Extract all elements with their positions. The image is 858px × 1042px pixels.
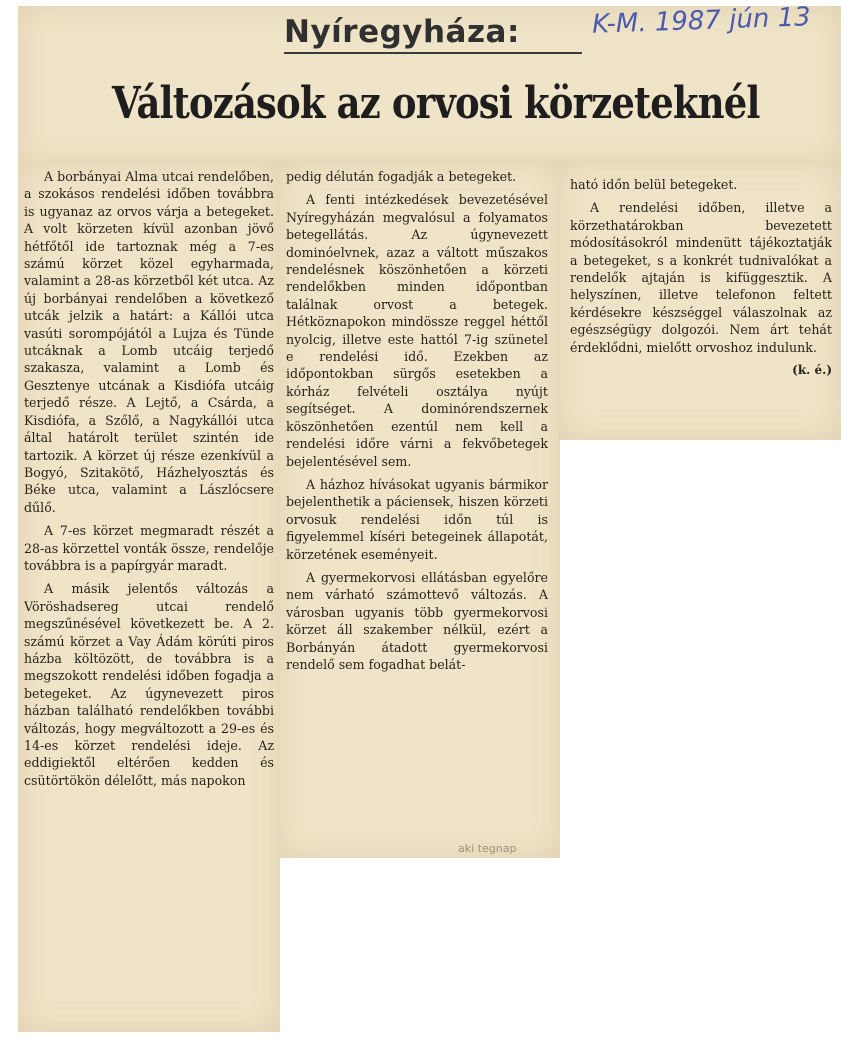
article-column-2 xyxy=(286,168,548,679)
paragraph: ható időn belül betegeket. xyxy=(570,177,738,192)
article-column-1 xyxy=(24,168,274,795)
paragraph: A rendelési időben, illetve a körzethatárokban bevezetett módosításokról mindenütt tájékoztatják a betegeket, s a konkrét tudnivalókat a rendelők ajtaján is kifüggesztik. A helyszínen, illetve telefonon feltett kérdésekre készséggel válaszolnak az egészségügy dolgozói. Nem árt tehát érdeklődni, mielőtt orvoshoz indulunk. xyxy=(570,200,832,355)
article-column-3 xyxy=(570,176,832,385)
article-headline: Változások az orvosi körzeteknél xyxy=(112,78,760,129)
city-kicker: Nyíregyháza: xyxy=(284,14,582,54)
paragraph: A 7-es körzet megmaradt részét a 28-as körzettel vonták össze, rendelője továbbra is a papírgyár maradt. xyxy=(24,523,274,573)
paragraph: pedig délután fogadják a betegeket. xyxy=(286,169,517,184)
author-signature: (k. é.) xyxy=(792,363,832,378)
paragraph: A borbányai Alma utcai rendelőben, a szokásos rendelési időben továbbra is ugyanaz az orvos várja a betegeket. A volt körzeten kívül azonban jövő hétfőtől ide tartoznak még a 7-es számú körzet közel egyharmada, valamint a 28-as körzetből két utca. Az új borbányai rendelőben a következő utcák jelzik a határt: a Kállói utca vasúti sorompójától a Lujza és Tünde utcáknak a Lomb utcáig terjedő szakasza, valamint a Lomb és Gesztenye utcának a Kisdiófa utcáig terjedő része. A Lejtő, a Csárda, a Kisdiófa, a Szőlő, a Nagykállói utca által határolt terület szintén ide tartozik. A körzet új része ezenkívül a Bogyó, Szitakötő, Házhelyosztás és Béke utca, valamint a Lászlócsere dűlő. xyxy=(24,169,274,515)
paragraph: A gyermekorvosi ellátásban egyelőre nem várható számottevő változás. A városban ugyanis több gyermekorvosi körzet áll szakember nélkül, ezért a Borbányán átadott gyermekorvosi rendelő sem fogadhat belát- xyxy=(286,569,548,672)
handwritten-date-note: K-M. 1987 jún 13 xyxy=(591,2,812,40)
paragraph: A másik jelentős változás a Vöröshadsereg utcai rendelő megszűnésével következett be. A 2. számú körzet a Vay Ádám körúti piros házba költözött, de továbbra is a megszokott rendelési időben fogadja a betegeket. Az úgynevezett piros házban található rendelőkben további változás, hogy megváltozott a 29-es és 14-es körzet rendelési ideje. Az eddigiektől eltérően kedden és csütörtökön délelőtt, más napokon xyxy=(24,581,274,788)
bleed-through-text: aki tegnap xyxy=(458,842,517,855)
paragraph: A fenti intézkedések bevezetésével Nyíregyházán megvalósul a folyamatos betegellátás. Az úgynevezett dominóelvnek, azaz a váltott műszakos rendelésnek köszönhetően a körzeti rendelőkben minden időpontban találnak orvost a betegek. Hétköznapokon mindössze reggel héttől nyolcig, illetve este hattól 7-ig szünetel e rendelési idő. Ezekben az időpontokban sürgős esetekben a kórház felvételi osztálya nyújt segítséget. A dominórendszernek köszönhetően ezentúl nem kell a rendelési időre várni a fekvőbetegek bejelentésével sem. xyxy=(286,192,548,469)
paragraph: A házhoz hívásokat ugyanis bármikor bejelenthetik a páciensek, hiszen körzeti orvosuk rendelési időn túl is figyelemmel kíséri betegeinek állapotát, körzetének eseményeit. xyxy=(286,476,548,562)
